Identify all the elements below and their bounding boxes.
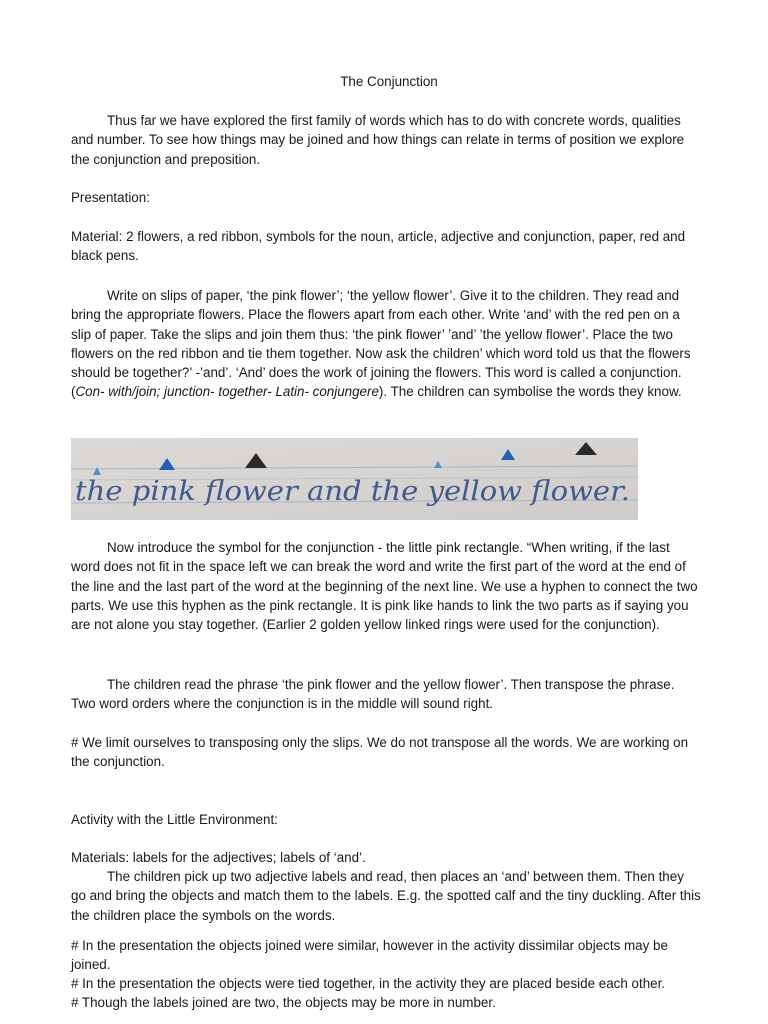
introduce-paragraph: Now introduce the symbol for the conjunction - the little pink rectangle. “When writing, if the last word does not fit in the space left we can break the word and write the first part of the word at the end of the line and the last part of the word at the beginning of the next line. We use a hyphen to connect the two parts. We use this hyphen as the pink rectangle. It is pink like hands to link the two parts as if saying you are not alone you stay together. (Earlier 2 golden yellow linked rings were used for the conjunction). [71, 540, 698, 633]
limit-note: # We limit ourselves to transposing only the slips. We do not transpose all the words. We are working on the conjunction. [71, 735, 689, 770]
read-paragraph: The children read the phrase ‘the pink flower and the yellow flower’. Then transpose the phrase. Two word orders where the conjunction is in the middle will sound right. [71, 677, 675, 712]
write-paragraph-end: ). The children can symbolise the words they know. [378, 384, 682, 400]
write-paragraph-main: Write on slips of paper, ‘the pink flower’; ‘the yellow flower’. Give it to the children. They read and bring the appropriate flowers. Place the flowers apart from each other. Write ‘and’ with the red pen on a slip of paper. Take the slips and join them thus: ‘the pink flower’ ’and’ ’the yellow flower’. Place the two flowers on the red ribbon and tie them together. Now ask the children’ which word told us that the flowers should be together?’ -’and’. ‘And’ does the work of joining the flowers. This word is called a conjunction. ( [71, 288, 691, 400]
page-title: The Conjunction [340, 74, 438, 89]
activity-paragraph: The children pick up two adjective labels and read, then places an ‘and’ between them. Then they go and bring the objects and match them to the labels. E.g. the spotted calf and the tiny duckling. After this the children place the symbols on the words. [71, 869, 701, 923]
intro-paragraph: Thus far we have explored the first family of words which has to do with concrete words, qualities and number. To see how things may be joined and how things can relate in terms of position we explore the conjunction and preposition. [71, 113, 685, 167]
note-1: # In the presentation the objects joined were similar, however in the activity dissimilar objects may be joined. [71, 938, 668, 973]
write-paragraph [71, 286, 701, 402]
handwritten-phrase: the pink flower and the yellow flower. [75, 476, 630, 507]
material-paragraph: Material: 2 flowers, a red ribbon, symbols for the noun, article, adjective and conjunction, paper, red and black pens. [71, 229, 686, 264]
etymology-italic: Con- with/join; junction- together- Latin- conjungere [75, 384, 379, 400]
activity-heading: Activity with the Little Environment: [71, 812, 278, 827]
presentation-heading: Presentation: [71, 190, 150, 205]
handwriting-photo [71, 438, 638, 520]
materials-line: Materials: labels for the adjectives; labels of ‘and’. [71, 850, 366, 865]
note-3: # Though the labels joined are two, the objects may be more in number. [71, 995, 496, 1010]
note-2: # In the presentation the objects were tied together, in the activity they are placed beside each other. [71, 976, 666, 991]
